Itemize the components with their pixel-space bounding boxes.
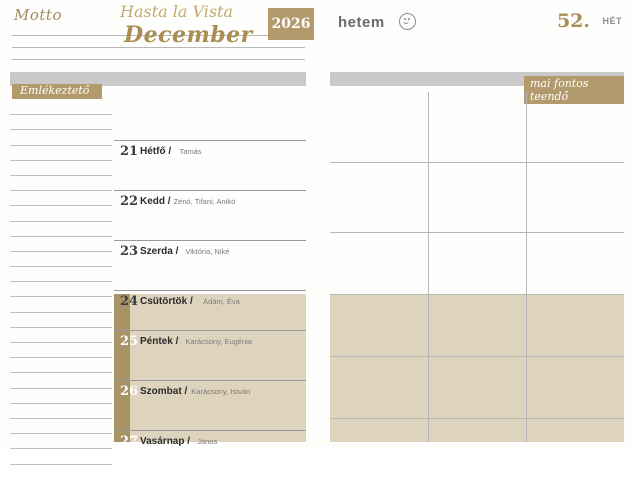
reminder-line[interactable] <box>10 434 112 449</box>
todo-cell-shaded[interactable] <box>526 418 624 442</box>
name-day-list: Tamás <box>179 147 202 156</box>
reminder-line[interactable] <box>10 176 112 191</box>
day-number: 23 <box>120 244 139 259</box>
month-title: December <box>124 22 253 48</box>
brand-title: Hasta la Vista <box>120 2 234 21</box>
day-row[interactable] <box>114 240 306 291</box>
day-row[interactable] <box>114 380 306 431</box>
day-name: Kedd / <box>140 196 171 207</box>
day-row[interactable] <box>114 430 306 483</box>
day-row[interactable] <box>114 140 306 191</box>
motto-line[interactable] <box>12 48 112 60</box>
reminder-note-lines[interactable] <box>10 100 112 465</box>
reminder-line[interactable] <box>10 297 112 312</box>
reminder-line[interactable] <box>10 161 112 176</box>
day-number: 26 <box>120 384 139 399</box>
day-name: Péntek / <box>140 336 179 347</box>
name-day-list: Karácsony, István <box>191 387 251 396</box>
reminder-line[interactable] <box>10 146 112 161</box>
reminder-line[interactable] <box>10 419 112 434</box>
day-number: 21 <box>120 144 139 159</box>
day-name: Csütörtök / <box>140 296 193 307</box>
grid-horizontal-rule <box>330 356 624 357</box>
todo-cell-shaded[interactable] <box>526 356 624 418</box>
day-row[interactable] <box>114 290 306 331</box>
name-day-list: Ádám, Éva <box>203 297 240 306</box>
header-line[interactable] <box>110 48 305 60</box>
reminder-line[interactable] <box>10 267 112 282</box>
smiley-face-icon <box>399 13 416 30</box>
name-day-list: János <box>197 437 218 446</box>
name-day-list: Karácsony, Eugénia <box>185 337 252 346</box>
name-day-list: Viktória, Niké <box>185 247 230 256</box>
reminder-line[interactable] <box>10 328 112 343</box>
day-name: Szerda / <box>140 246 179 257</box>
reminder-line[interactable] <box>10 206 112 221</box>
reminder-line[interactable] <box>10 282 112 297</box>
reminder-ribbon <box>12 84 102 99</box>
day-number: 24 <box>120 294 139 309</box>
name-day-list: Zénó, Tifani, Anikó <box>173 197 236 206</box>
reminder-line[interactable] <box>10 130 112 145</box>
day-row[interactable] <box>114 190 306 241</box>
todo-grid[interactable] <box>330 92 624 442</box>
week-number-suffix: HÉT <box>602 16 622 26</box>
todo-ribbon <box>524 76 624 103</box>
reminder-line[interactable] <box>10 389 112 404</box>
grid-horizontal-rule <box>330 162 624 163</box>
day-name: Hétfő / <box>140 146 172 157</box>
day-number: 27 <box>120 434 139 449</box>
reminder-line[interactable] <box>10 222 112 237</box>
todo-cell-shaded[interactable] <box>526 294 624 356</box>
week-word-label: hetem <box>338 14 385 31</box>
day-number: 22 <box>120 194 139 209</box>
day-name: Szombat / <box>140 386 188 397</box>
reminder-line[interactable] <box>10 252 112 267</box>
reminder-line[interactable] <box>10 115 112 130</box>
reminder-line[interactable] <box>10 100 112 115</box>
reminder-line[interactable] <box>10 313 112 328</box>
motto-line[interactable] <box>12 24 112 36</box>
grid-horizontal-rule <box>330 294 624 295</box>
reminder-line[interactable] <box>10 449 112 464</box>
grid-vertical-rule <box>428 92 429 442</box>
motto-label: Motto <box>14 6 62 24</box>
reminder-line[interactable] <box>10 343 112 358</box>
day-list <box>114 92 306 449</box>
grid-horizontal-rule <box>330 418 624 419</box>
reminder-line[interactable] <box>10 237 112 252</box>
motto-line[interactable] <box>12 36 112 48</box>
reminder-line[interactable] <box>10 358 112 373</box>
reminder-line[interactable] <box>10 404 112 419</box>
todo-ribbon-label: mai fontos teendő <box>524 76 624 104</box>
grid-vertical-rule <box>526 92 527 442</box>
motto-write-lines[interactable] <box>12 24 112 60</box>
day-name: Vasárnap / <box>140 436 191 447</box>
page-header <box>0 0 636 62</box>
reminder-line[interactable] <box>10 373 112 388</box>
reminder-line[interactable] <box>10 191 112 206</box>
reminder-ribbon-label: Emlékeztető <box>20 84 90 97</box>
year-badge: 2026 <box>268 8 314 40</box>
grid-horizontal-rule <box>330 232 624 233</box>
day-row[interactable] <box>114 330 306 381</box>
week-number: 52. <box>556 10 590 32</box>
day-number: 25 <box>120 334 139 349</box>
